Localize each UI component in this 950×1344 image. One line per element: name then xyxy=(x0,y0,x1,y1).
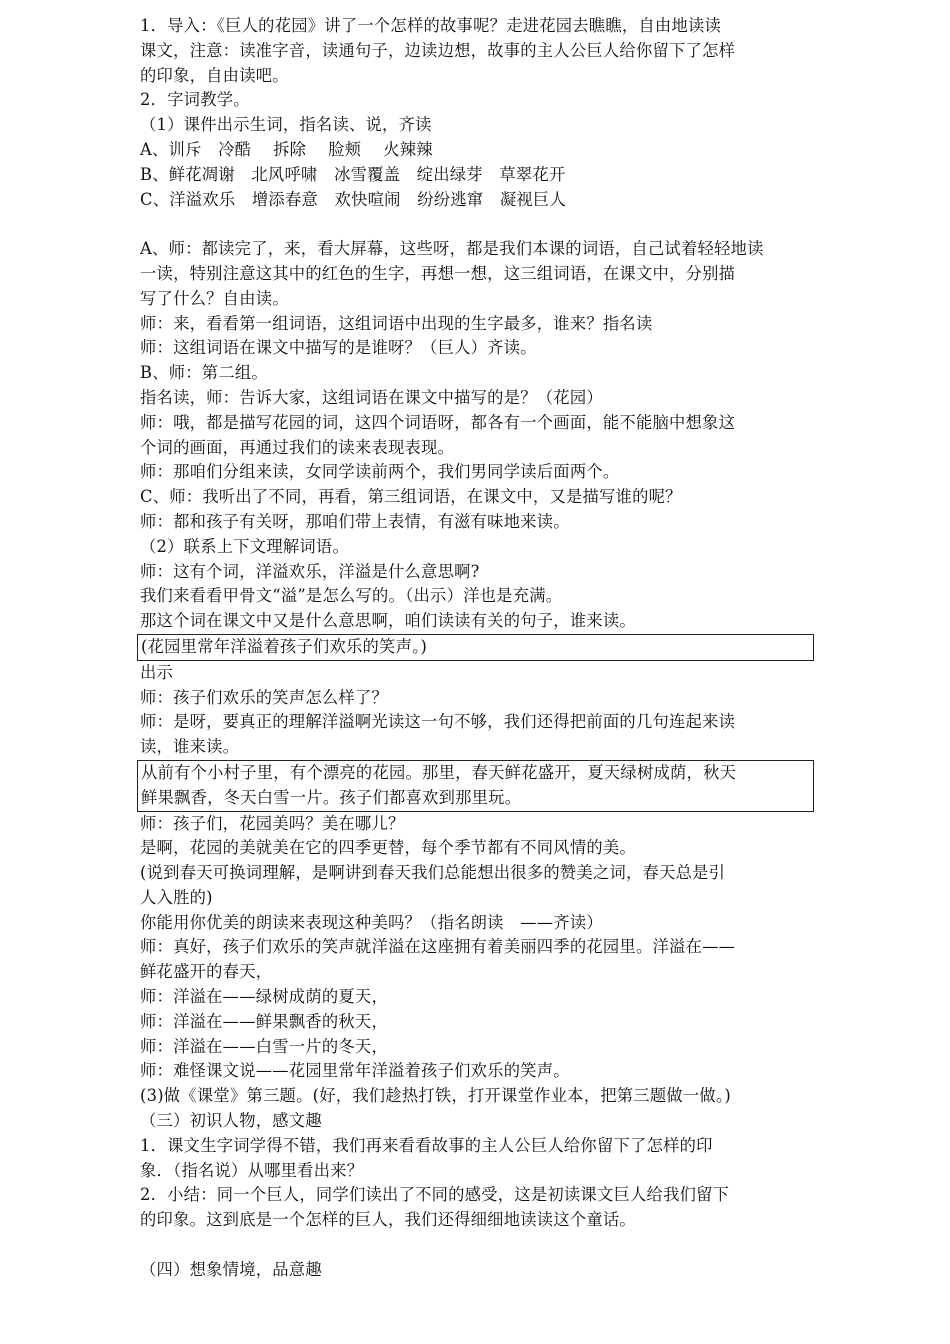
text-line: 师：孩子们，花园美吗？美在哪儿？ xyxy=(140,813,405,833)
text-line: 2．字词教学。 xyxy=(140,90,250,110)
text-line: 师：那咱们分组来读，女同学读前两个，我们男同学读后面两个。 xyxy=(140,462,620,482)
text-line: （2）联系上下文理解词语。 xyxy=(140,536,349,556)
text-line: 一读，特别注意这其中的红色的生字，再想一想，这三组词语，在课文中，分别描 xyxy=(140,263,736,283)
text-line: 个词的画面，再通过我们的读来表现表现。 xyxy=(140,437,455,457)
text-line: A、训斥 冷酷 拆除 脸颊 火辣辣 xyxy=(140,139,433,159)
text-line: 师：哦，都是描写花园的词，这四个词语呀，都各有一个画面，能不能脑中想象这 xyxy=(140,412,736,432)
text-line: 课文，注意：读准字音，读通句子，边读边想，故事的主人公巨人给你留下了怎样 xyxy=(140,40,736,60)
text-line: 从前有个小村子里，有个漂亮的花园。那里，春天鲜花盛开，夏天绿树成荫，秋天 xyxy=(141,762,737,782)
text-line: (花园里常年洋溢着孩子们欢乐的笑声。) xyxy=(141,636,428,656)
text-line: 师：都和孩子有关呀，那咱们带上表情，有滋有味地来读。 xyxy=(140,511,570,531)
text-line: 师：这有个词，洋溢欢乐，洋溢是什么意思啊? xyxy=(140,561,480,581)
text-line: 1．导入：《巨人的花园》讲了一个怎样的故事呢？走进花园去瞧瞧，自由地读读 xyxy=(140,16,722,35)
text-line: 的印象。这到底是一个怎样的巨人，我们还得细细地读读这个童话。 xyxy=(140,1210,636,1230)
text-line: B、师：第二组。 xyxy=(140,363,268,383)
text-line: 师：洋溢在——鲜果飘香的秋天， xyxy=(140,1011,388,1031)
quote-box-sentence xyxy=(137,634,814,661)
text-line: 师：难怪课文说——花园里常年洋溢着孩子们欢乐的笑声。 xyxy=(140,1061,570,1081)
text-line: (说到春天可换词理解，是啊讲到春天我们总能想出很多的赞美之词，春天总是引 xyxy=(140,863,726,883)
document-page xyxy=(140,14,816,1283)
text-line: 师：真好，孩子们欢乐的笑声就洋溢在这座拥有着美丽四季的花园里。洋溢在—— xyxy=(140,937,736,957)
text-line: 师：这组词语在课文中描写的是谁呀？（巨人）齐读。 xyxy=(140,338,537,358)
blank-line xyxy=(140,1233,816,1258)
text-line: 的印象，自由读吧。 xyxy=(140,65,289,85)
text-line: 人入胜的) xyxy=(140,887,213,907)
text-line: 那这个词在课文中又是什么意思啊，咱们读读有关的句子，谁来读。 xyxy=(140,611,636,631)
text-line: 象．（指名说）从哪里看出来？ xyxy=(140,1160,364,1180)
text-line: 指名读，师：告诉大家，这组词语在课文中描写的是？（花园） xyxy=(140,387,603,407)
blank-line xyxy=(140,212,816,237)
lesson-text-part1 xyxy=(140,14,816,634)
text-line: 师：是呀，要真正的理解洋溢啊光读这一句不够，我们还得把前面的几句连起来读 xyxy=(140,712,736,732)
text-line: 师：孩子们欢乐的笑声怎么样了？ xyxy=(140,687,388,707)
text-line: （四）想象情境，品意趣 xyxy=(140,1259,322,1279)
text-line: 是啊，花园的美就美在它的四季更替，每个季节都有不同风情的美。 xyxy=(140,838,636,858)
text-line: C、洋溢欢乐 增添春意 欢快喧闹 纷纷逃窜 凝视巨人 xyxy=(140,189,566,209)
text-line: 师：来，看看第一组词语，这组词语中出现的生字最多，谁来？指名读 xyxy=(140,313,653,333)
text-line: C、师：我听出了不同，再看，第三组词语，在课文中，又是描写谁的呢？ xyxy=(140,487,682,507)
text-line: 师：洋溢在——白雪一片的冬天， xyxy=(140,1036,388,1056)
text-line: 读，谁来读。 xyxy=(140,737,240,757)
text-line: (3)做《课堂》第三题。(好，我们趁热打铁，打开课堂作业本，把第三题做一做。) xyxy=(140,1086,731,1106)
text-line: 你能用你优美的朗读来表现这种美吗？（指名朗读 ——齐读） xyxy=(140,912,603,932)
lesson-text-part2 xyxy=(140,661,816,760)
text-line: 2．小结：同一个巨人，同学们读出了不同的感受，这是初读课文巨人给我们留下 xyxy=(140,1185,730,1205)
text-line: 写了什么？自由读。 xyxy=(140,288,289,308)
text-line: 出示 xyxy=(140,662,174,682)
text-line: 我们来看看甲骨文“溢”是怎么写的。（出示）洋也是充满。 xyxy=(140,586,563,606)
text-line: 鲜果飘香，冬天白雪一片。孩子们都喜欢到那里玩。 xyxy=(141,787,522,807)
text-line: B、鲜花凋谢 北风呼啸 冰雪覆盖 绽出绿芽 草翠花开 xyxy=(140,164,566,184)
text-line: 1．课文生字词学得不错，我们再来看看故事的主人公巨人给你留下了怎样的印 xyxy=(140,1135,713,1155)
lesson-text-part3 xyxy=(140,812,816,1283)
text-line: 师：洋溢在——绿树成荫的夏天， xyxy=(140,987,388,1007)
quote-box-paragraph xyxy=(137,760,814,812)
text-line: A、师：都读完了，来，看大屏幕，这些呀，都是我们本课的词语，自己试着轻轻地读 xyxy=(140,239,764,259)
text-line: 鲜花盛开的春天， xyxy=(140,962,273,982)
text-line: （1）课件出示生词，指名读、说，齐读 xyxy=(140,115,432,135)
text-line: （三）初识人物，感文趣 xyxy=(140,1111,322,1131)
